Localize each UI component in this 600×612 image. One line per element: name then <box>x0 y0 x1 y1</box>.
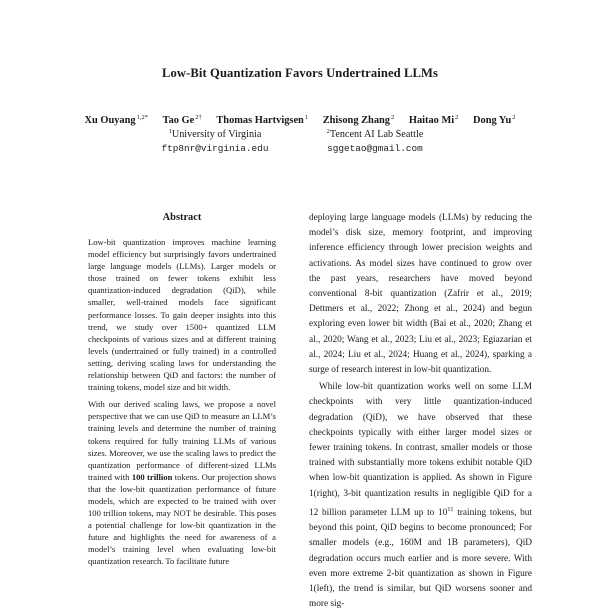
author-name: Xu Ouyang <box>84 115 136 126</box>
body-text: While low-bit quantization works well on some LLM checkpoints with very little quantization-induced degradation (QiD), we have observed that these checkpoints typically with either larger model sizes or fewer training tokens. In contrast, smaller models or those trained with substantially more tokens exhibit notable QiD when low-bit quantization is applied. As shown in Figure 1(right), 3-bit quantization results in negligible QiD for a 12 billion parameter LLM up to 10 <box>309 382 532 518</box>
affiliation-2 <box>305 128 445 140</box>
intro-paragraph-1: deploying large language models (LLMs) by reducing the model’s disk size, memory footprint, and improving inference efficiency through lower precision weights and activations. As model sizes have continued to grow over the past years, researchers have moved beyond conventional 8-bit quantization (Zafrir et al., 2019; Dettmers et al., 2022; Zhong et al., 2024) and begun exploring even lower bit width (Bai et al., 2020; Zhang et al., 2020; Wang et al., 2023; Liu et al., 2023; Egiazarian et al., 2024; Liu et al., 2024; Huang et al., 2024), sparking a surge of research interest in low-bit quantization. <box>309 213 532 376</box>
affiliation-1 <box>150 128 280 140</box>
abstract-paragraph-1: Low-bit quantization improves machine learning model efficiency but surprisingly favors undertrained large language models (LLMs). Larger models or those trained on fewer tokens exhibit less quantization-induced degradation (QiD), while smaller, well-trained models face significant performance losses. To gain deeper insights into this trend, we study over 1500+ quantized LLM checkpoints of various sizes and at different training levels (undertrained or fully trained) in a controlled setting, deriving scaling laws for understanding the relationship between QiD and factors: the number of training tokens, model size and bit width. <box>88 237 276 393</box>
affil-marker: 2 <box>326 128 330 135</box>
abstract-heading: Abstract <box>162 212 202 223</box>
author-email-1[interactable]: ftp8nr@virginia.edu <box>161 143 269 154</box>
author <box>323 114 395 126</box>
author <box>409 114 459 126</box>
author-name: Dong Yu <box>473 115 512 126</box>
author-name: Zhisong Zhang <box>322 115 390 126</box>
author <box>216 114 308 126</box>
author-list <box>0 114 600 126</box>
author-name: Haitao Mi <box>408 115 455 126</box>
author-affil-marker: 2 <box>512 114 516 121</box>
abstract-column <box>88 236 276 568</box>
abstract-paragraph-2 <box>88 398 276 567</box>
intro-paragraph-2 <box>309 380 532 612</box>
affil-marker: 1 <box>168 128 172 135</box>
paper-title: Low-Bit Quantization Favors Undertrained LLMs <box>162 66 438 80</box>
emphasis: 100 trillion <box>131 471 173 482</box>
author-affil-marker: 2 <box>391 114 395 121</box>
author-name: Tao Ge <box>162 115 195 126</box>
intro-column <box>309 211 532 612</box>
abstract-text: tokens. Our projection shows that the low-bit quantization performance of future models, which are expected to be trained with over 100 trillion tokens, may NOT be desirable. This poses a potential challenge for low-bit quantization in the future and highlights the need for awareness of a model’s training level when evaluating low-bit quantization research. To facilitate future <box>88 471 277 567</box>
affil-name: Tencent AI Lab Seattle <box>329 129 424 140</box>
author-affil-marker: 2† <box>195 114 202 121</box>
abstract-text: With our derived scaling laws, we propose a novel perspective that we can use QiD to measure an LLM’s training levels and determine the number of training tokens required for fully training LLMs of various sizes. Moreover, we use the scaling laws to predict the quantization performance of different-sized LLMs trained with <box>88 399 276 482</box>
author <box>473 114 515 126</box>
author-affil-marker: 1 <box>304 114 309 121</box>
exponent: 11 <box>447 505 454 513</box>
body-text: training tokens, but beyond this point, QiD begins to become pronounced; For smaller models (e.g., 160M and 1B parameters), QiD degradation occurs much earlier and is more severe. With even more extreme 2-bit quantization as shown in Figure 1(left), the trend is similar, but QiD worsens sooner and more sig- <box>309 507 532 610</box>
author-affil-marker: 2 <box>455 114 459 121</box>
author-name: Thomas Hartvigsen <box>216 115 304 126</box>
author-affil-marker: 1,2* <box>136 114 148 121</box>
author-email-2[interactable]: sggetao@gmail.com <box>327 143 423 154</box>
author <box>163 114 202 126</box>
author <box>85 114 148 126</box>
affil-name: University of Virginia <box>171 129 262 140</box>
